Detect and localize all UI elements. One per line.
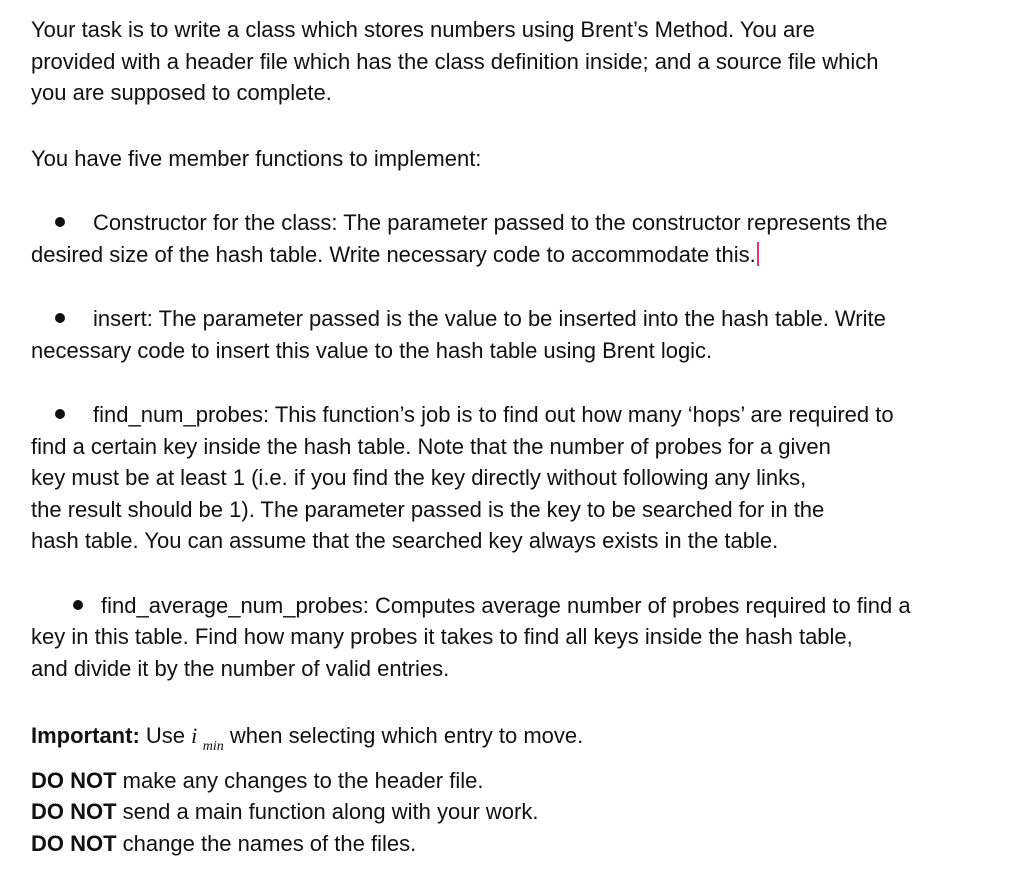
rules-list bbox=[31, 765, 1006, 860]
functions-heading: You have five member functions to implement: bbox=[31, 145, 482, 171]
bullet-icon bbox=[55, 217, 65, 227]
important-text-before: Use bbox=[139, 723, 192, 748]
intro-paragraph bbox=[31, 14, 1006, 109]
intro-line: provided with a header file which has the class definition inside; and a source file which bbox=[31, 48, 879, 74]
bullet-text: desired size of the hash table. Write necessary code to accommodate this. bbox=[31, 241, 756, 267]
text-cursor bbox=[757, 242, 759, 266]
intro-line: you are supposed to complete. bbox=[31, 80, 332, 105]
rule-item: DO NOT send a main function along with your work. bbox=[31, 799, 539, 824]
rule-item: DO NOT change the names of the files. bbox=[31, 830, 417, 856]
important-note bbox=[31, 720, 1006, 763]
important-label: Important: bbox=[31, 723, 140, 748]
document-page bbox=[31, 14, 1006, 859]
bullet-text: the result should be 1). The parameter passed is the key to be searched for in the bbox=[31, 496, 825, 522]
bullet-text: insert: The parameter passed is the value to be inserted into the hash table. Write bbox=[93, 306, 886, 331]
bullet-text: and divide it by the number of valid entries. bbox=[31, 655, 450, 681]
rule-item: DO NOT make any changes to the header file. bbox=[31, 767, 484, 793]
bullet-icon bbox=[73, 600, 83, 610]
bullet-text: Constructor for the class: The parameter passed to the constructor represents the bbox=[93, 210, 888, 235]
bullet-text: find_average_num_probes: Computes average number of probes required to find a bbox=[101, 592, 911, 618]
important-text-after: when selecting which entry to move. bbox=[223, 723, 584, 748]
bullet-text: key must be at least 1 (i.e. if you find the key directly without following any links, bbox=[31, 465, 807, 490]
bullet-insert bbox=[31, 303, 1006, 366]
bullet-find-num-probes bbox=[31, 399, 1006, 557]
intro-line: Your task is to write a class which stores numbers using Brent’s Method. You are bbox=[31, 17, 815, 42]
bullet-text: hash table. You can assume that the searched key always exists in the table. bbox=[31, 528, 779, 553]
bullet-text: find a certain key inside the hash table. Note that the number of probes for a given bbox=[31, 433, 831, 459]
bullet-text: necessary code to insert this value to the hash table using Brent logic. bbox=[31, 337, 713, 363]
bullet-find-average-num-probes bbox=[31, 590, 1006, 685]
bullet-text: find_num_probes: This function’s job is to find out how many ‘hops’ are required to bbox=[93, 402, 894, 427]
i-min-symbol: i $_{min}$ bbox=[191, 723, 224, 754]
bullet-icon bbox=[55, 313, 65, 323]
bullet-constructor bbox=[31, 207, 1006, 270]
bullet-text: key in this table. Find how many probes it takes to find all keys inside the hash table, bbox=[31, 624, 853, 649]
bullet-icon bbox=[55, 409, 65, 419]
